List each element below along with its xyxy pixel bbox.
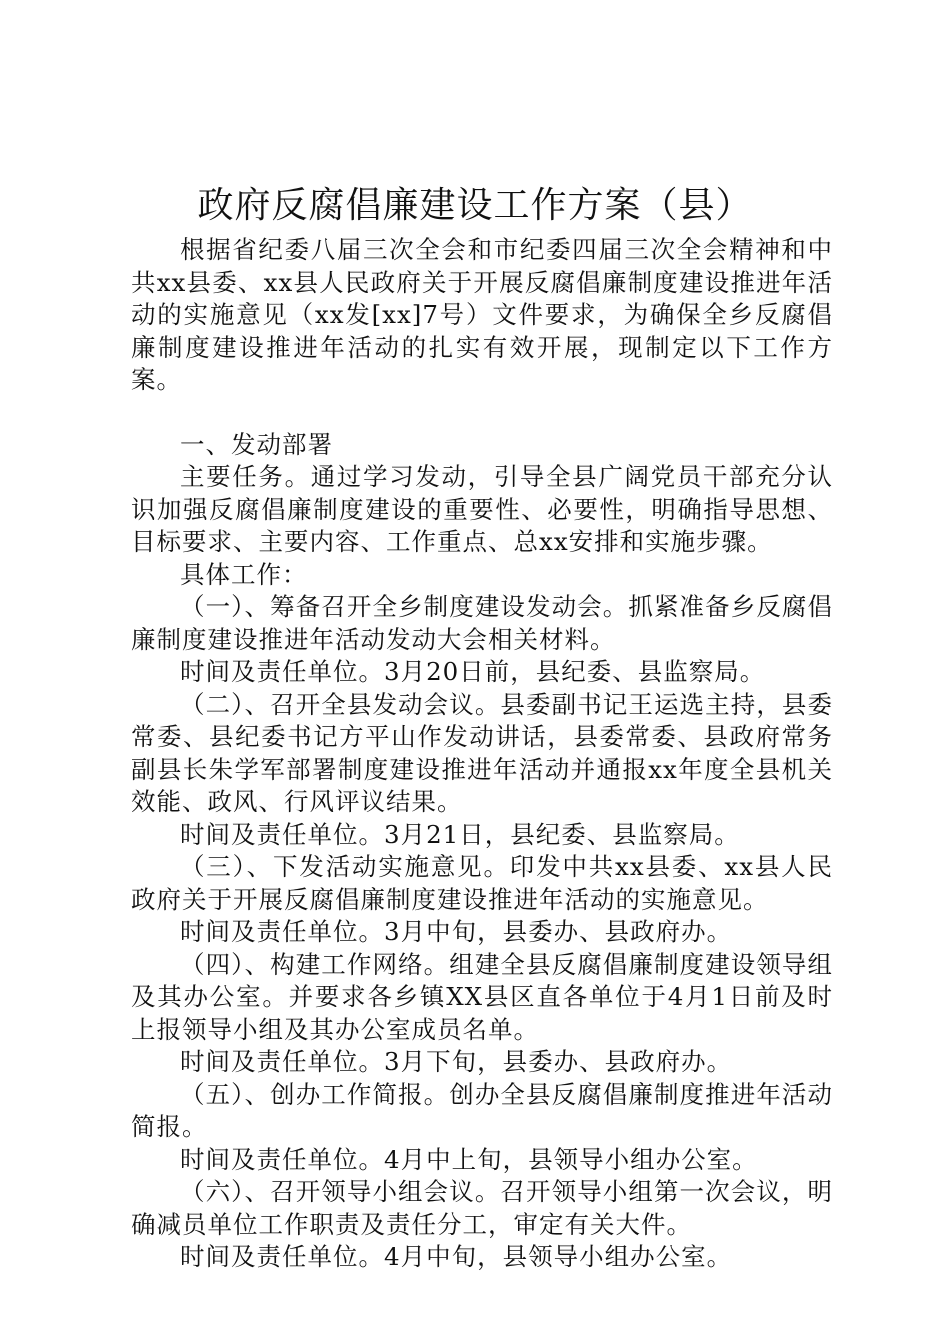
paragraph: 时间及责任单位。3月下旬，县委办、县政府办。 bbox=[180, 1047, 733, 1076]
paragraph: （二）、召开全县发动会议。县委副书记王运选主持，县委常委、县纪委书记方平山作发动讲话，县委常委、县政府常务副县长朱学军部署制度建设推进年活动并通报xx年度全县机关效能、政风、行风评议结果。 bbox=[131, 689, 833, 816]
paragraph: 时间及责任单位。4月中旬，县领导小组办公室。 bbox=[180, 1242, 733, 1271]
paragraph: （四）、构建工作网络。组建全县反腐倡廉制度建设领导组及其办公室。并要求各乡镇XX县区直各单位于4月1日前及时上报领导小组及其办公室成员名单。 bbox=[131, 949, 833, 1044]
paragraph: 时间及责任单位。3月中旬，县委办、县政府办。 bbox=[180, 917, 733, 946]
paragraph: （一）、筹备召开全乡制度建设发动会。抓紧准备乡反腐倡廉制度建设推进年活动发动大会相关材料。 bbox=[131, 592, 833, 654]
document-body bbox=[131, 234, 833, 1274]
paragraph: 时间及责任单位。4月中上旬，县领导小组办公室。 bbox=[180, 1144, 758, 1174]
paragraph: （六）、召开领导小组会议。召开领导小组第一次会议，明确减员单位工作职责及责任分工，审定有关大件。 bbox=[131, 1177, 833, 1239]
paragraph: 时间及责任单位。3月21日，县纪委、县监察局。 bbox=[180, 819, 740, 849]
paragraph: 主要任务。通过学习发动，引导全县广阔党员干部充分认识加强反腐倡廉制度建设的重要性、必要性，明确指导思想、目标要求、主要内容、工作重点、总xx安排和实施步骤。 bbox=[131, 462, 833, 556]
section-heading: 一、发动部署 bbox=[180, 429, 333, 459]
paragraph: 具体工作： bbox=[180, 559, 308, 589]
paragraph: （三）、下发活动实施意见。印发中共xx县委、xx县人民政府关于开展反腐倡廉制度建设推进年活动的实施意见。 bbox=[131, 852, 833, 914]
paragraph-intro: 根据省纪委八届三次全会和市纪委四届三次全会精神和中共xx县委、xx县人民政府关于开展反腐倡廉制度建设推进年活动的实施意见（xx发[xx]7号）文件要求，为确保全乡反腐倡廉制度建设推进年活动的扎实有效开展，现制定以下工作方案。 bbox=[131, 235, 833, 394]
paragraph: 时间及责任单位。3月20日前，县纪委、县监察局。 bbox=[180, 657, 766, 686]
document-title: 政府反腐倡廉建设工作方案（县） bbox=[197, 185, 753, 226]
paragraph: （五）、创办工作简报。创办全县反腐倡廉制度推进年活动简报。 bbox=[131, 1079, 833, 1141]
